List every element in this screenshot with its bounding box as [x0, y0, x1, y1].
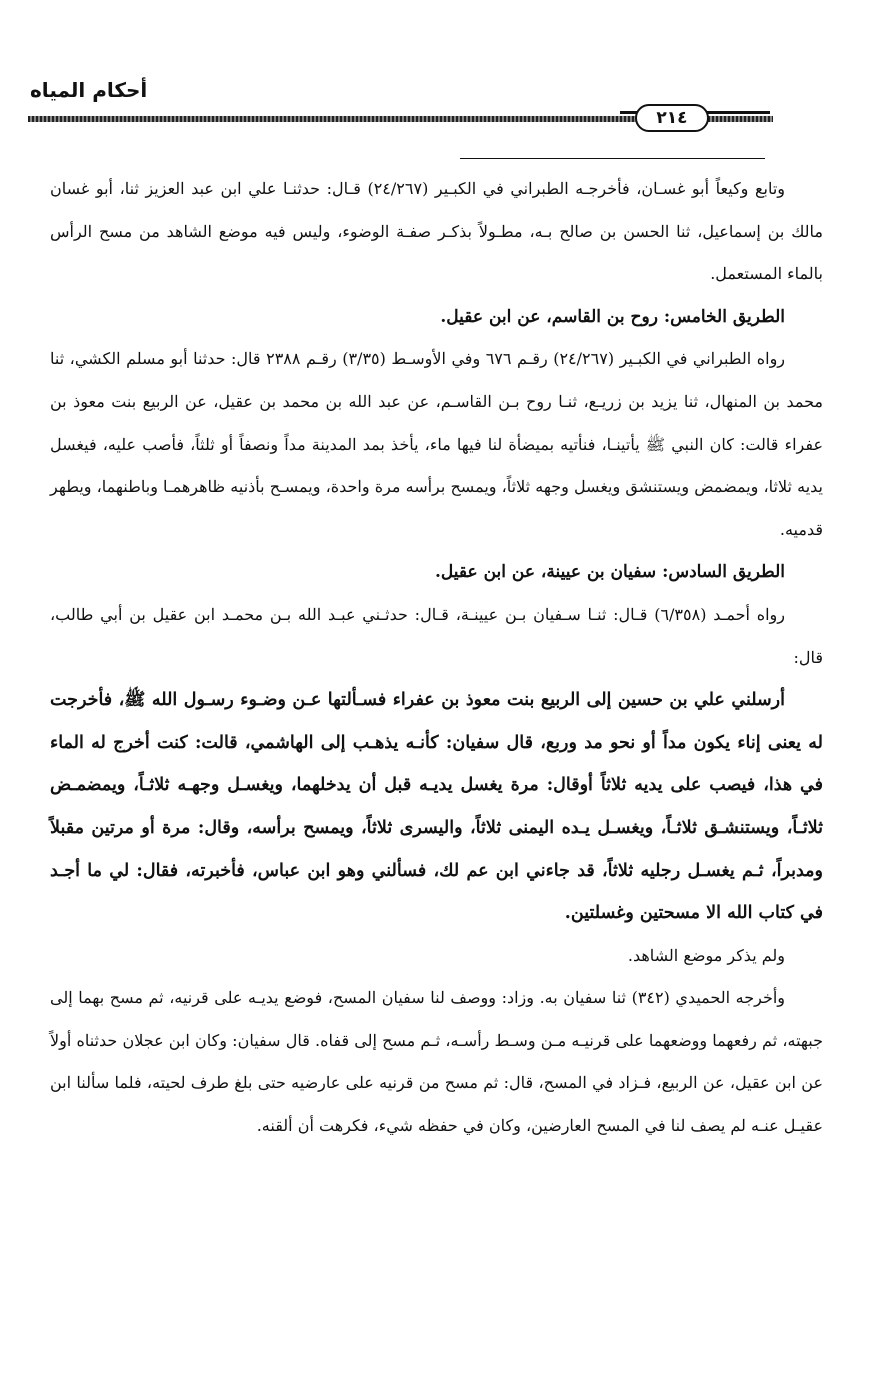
book-title: أحكام المياه: [30, 78, 148, 102]
paragraph: رواه أحمـد (٦/٣٥٨) قـال: ثنـا سـفيان بـن عيينـة، قـال: حدثـني عبـد الله بـن محمـد ابن عقيل بن أبي طالب، قال:: [50, 604, 823, 667]
section-heading: الطريق الخامس: روح بن القاسم، عن ابن عقيل.: [440, 306, 785, 327]
hadith-quote: أرسلني علي بن حسين إلى الربيع بنت معوذ بن عفراء فسـألتها عـن وضـوء رسـول الله ﷺ، فأخرجت له يعنى إناء يكون مداً أو نحو مد وربع، قال سفيان: كأنـه يذهـب إلى الهاشمي، قالت: كنت أخرج له الماء في هذا، فيصب على يديه ثلاثاً أوقال: مرة يغسل يديـه قبل أن يدخلهما، ويغسـل وجهـه ثلاثـاً، ويمضمـض ثلاثـاً، ويستنشـق ثلاثـاً، ويغسـل يـده اليمنى ثلاثاً، واليسرى ثلاثاً، ويمسح برأسه، وقال: مرة أو مرتين مقبلاً ومدبراً، ثـم يغسـل رجليه ثلاثاً، قد جاءني ابن عم لك، فسألني وهو ابن عباس، فأخبرته، فقال: لي ما أجـد في كتاب الله الا مسحتين وغسلتين.: [50, 690, 823, 924]
paragraph: وأخرجه الحميدي (٣٤٢) ثنا سفيان به. وزاد: ووصف لنا سفيان المسح، فوضع يديـه على قرنيه، ثم مسح بهما إلى جبهته، ثم رفعهما ووضعهما على قرنيـه مـن وسـط رأسـه، ثـم مسح إلى قفاه. قال سفيان: وكان ابن عجلان حدثناه أولاً عن ابن عقيل، عن الربيع، فـزاد في المسح، قال: ثم مسح من قرنيه على عارضيه حتى بلغ طرف لحيته، فلما سألنا ابن عقيـل عنـه لم يصف لنا في المسح العارضين، وكان في حفظه شيء، فكرهت أن ألقنه.: [50, 988, 823, 1136]
page-number: ٢١٤: [635, 104, 709, 132]
paragraph: وتابع وكيعاً أبو غسـان، فأخرجـه الطبراني في الكبـير (٢٤/٢٦٧) قـال: حدثنـا علي ابن عبد العزيز ثنا، أبو غسان مالك بن إسماعيل، ثنا الحسن بن صالح بـه، مطـولاً بذكـر صفـة الوضوء، وليس فيه موضع الشاهد من مسح الرأس بالماء المستعمل.: [50, 179, 823, 284]
text-body: [50, 168, 823, 1148]
separator-line: [460, 158, 765, 159]
section-heading: الطريق السادس: سفيان بن عيينة، عن ابن عقيل.: [434, 562, 785, 583]
paragraph: ولم يذكر موضع الشاهد.: [627, 945, 785, 965]
paragraph: رواه الطبراني في الكبـير (٢٤/٢٦٧) رقـم ٦٧٦ وفي الأوسـط (٣/٣٥) رقـم ٢٣٨٨ قال: حدثنا أبو مسلم الكشي، ثنا محمد بن المنهال، ثنا يزيد بن زريـع، ثنـا روح بـن القاسـم، عن عبد الله بن محمد بن عقيل، عن الربيع بنت معوذ بن عفراء قالت: كان النبي ﷺ يأتينـا، فنأتيه بميضأة لنا فيها ماء، يأخذ بمد المدينة مداً ونصفاً أو ثلثاً، فأصب عليه، فيغسل يديه ثلاثا، ويمضمض ويستنشق ويغسل وجهه ثلاثاً، ويمسح برأسه مرة واحدة، ويمسـح بأذنيه ظاهرهمـا وباطنهما، ويطهر قدميه.: [50, 349, 824, 539]
